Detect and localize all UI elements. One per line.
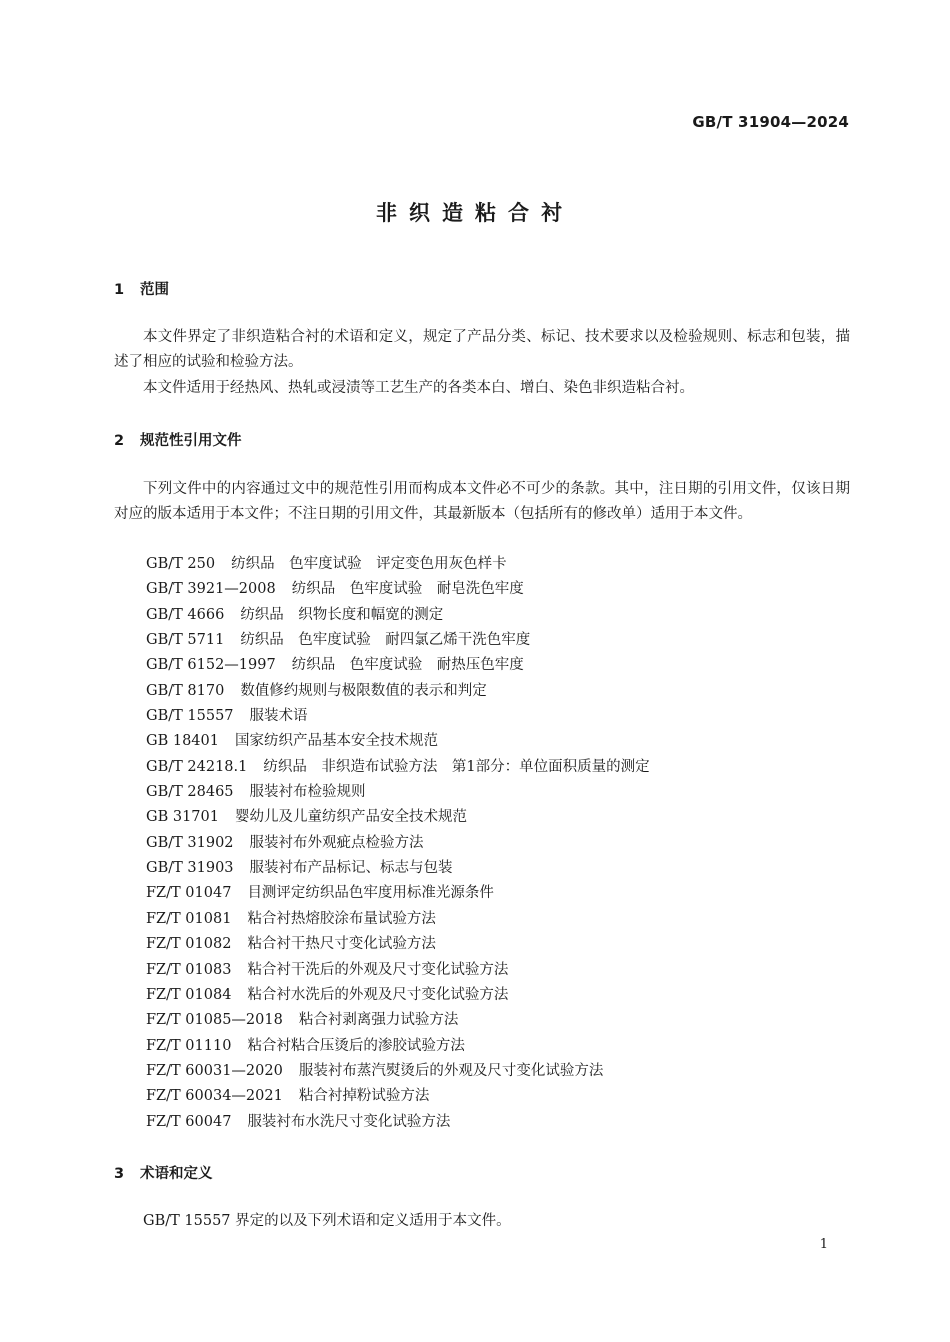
reference-title: 粘合衬粘合压烫后的渗胶试验方法 [247,1037,465,1054]
reference-title: 纺织品 织物长度和幅宽的测定 [240,606,444,623]
reference-code: FZ/T 01085—2018 [146,1012,283,1029]
reference-code: GB/T 15557 [146,708,234,725]
section-3-heading [114,1162,213,1183]
section-1-paragraph-2: 本文件适用于经热风、热轧或浸渍等工艺生产的各类本白、增白、染色非织造粘合衬。 [143,380,694,396]
reference-title: 服装衬布产品标记、标志与包装 [249,860,453,877]
reference-item [146,780,650,805]
reference-item [146,831,650,856]
reference-code: GB 31701 [146,809,219,826]
normative-references-list [146,552,650,1135]
reference-title: 服装术语 [249,708,308,725]
reference-item [146,805,650,830]
reference-title: 粘合衬剥离强力试验方法 [298,1012,459,1029]
reference-item [146,729,650,754]
reference-code: FZ/T 60047 [146,1113,232,1130]
reference-title: 纺织品 色牢度试验 耐四氯乙烯干洗色牢度 [240,632,531,649]
reference-item [146,1059,650,1084]
reference-item [146,552,650,577]
section-2-paragraph-1: 下列文件中的内容通过文中的规范性引用而构成本文件必不可少的条款。其中，注日期的引用文件，仅该日期对应的版本适用于本文件；不注日期的引用文件，其最新版本（包括所有的修改单）适用于本文件。 [114,481,850,523]
reference-code: GB/T 4666 [146,606,225,623]
document-title: 非织造粘合衬 [376,201,574,225]
reference-item [146,932,650,957]
reference-code: FZ/T 60034—2021 [146,1088,283,1105]
reference-title: 粘合衬干热尺寸变化试验方法 [247,936,436,953]
reference-code: FZ/T 01047 [146,885,232,902]
reference-code: GB/T 28465 [146,784,234,801]
reference-title: 纺织品 色牢度试验 评定变色用灰色样卡 [231,556,507,572]
reference-title: 婴幼儿及儿童纺织产品安全技术规范 [234,809,467,826]
reference-item [146,983,650,1008]
section-1-paragraph-1: 本文件界定了非织造粘合衬的术语和定义，规定了产品分类、标记、技术要求以及检验规则、标志和包装，描述了相应的试验和检验方法。 [114,329,850,371]
reference-title: 服装衬布水洗尺寸变化试验方法 [247,1113,451,1130]
reference-item [146,1034,650,1059]
section-1-number: 1 [114,282,125,298]
reference-item [146,881,650,906]
reference-item [146,856,650,881]
reference-code: GB 18401 [146,733,219,750]
reference-item [146,577,650,602]
reference-code: GB/T 5711 [146,632,225,649]
reference-item [146,653,650,678]
reference-item [146,755,650,780]
reference-title: 服装衬布外观疵点检验方法 [249,834,424,851]
reference-title: 纺织品 色牢度试验 耐皂洗色牢度 [291,581,524,598]
reference-item [146,704,650,729]
page-number: 1 [819,1237,828,1252]
section-2-number: 2 [114,433,125,449]
reference-code: GB/T 250 [146,556,216,572]
reference-item [146,679,650,704]
reference-title: 粘合衬干洗后的外观及尺寸变化试验方法 [247,961,509,978]
reference-code: GB/T 24218.1 [146,758,248,775]
section-2-heading [114,429,242,450]
section-2-title: 规范性引用文件 [140,433,242,449]
reference-code: GB/T 8170 [146,682,225,699]
reference-title: 粘合衬掉粉试验方法 [298,1088,430,1105]
section-3-number: 3 [114,1166,125,1182]
reference-title: 国家纺织产品基本安全技术规范 [234,733,438,750]
reference-code: FZ/T 60031—2020 [146,1062,283,1079]
reference-code: FZ/T 01082 [146,936,232,953]
reference-title: 纺织品 非织造布试验方法 第1部分：单位面积质量的测定 [263,758,650,775]
reference-item [146,603,650,628]
reference-code: FZ/T 01081 [146,910,232,927]
reference-code: GB/T 31902 [146,834,234,851]
reference-code: GB/T 6152—1997 [146,657,276,674]
reference-title: 服装衬布蒸汽熨烫后的外观及尺寸变化试验方法 [298,1062,604,1079]
reference-item [146,1008,650,1033]
section-1-heading [114,278,169,299]
reference-title: 服装衬布检验规则 [249,784,366,801]
reference-code: GB/T 3921—2008 [146,581,276,598]
reference-title: 目测评定纺织品色牢度用标准光源条件 [247,885,494,902]
reference-item [146,628,650,653]
reference-title: 粘合衬热熔胶涂布量试验方法 [247,910,436,927]
reference-title: 数值修约规则与极限数值的表示和判定 [240,682,487,699]
standard-code: GB/T 31904—2024 [692,113,849,131]
reference-item [146,958,650,983]
reference-code: FZ/T 01084 [146,986,232,1003]
section-1-title: 范围 [140,282,169,298]
reference-item [146,907,650,932]
reference-code: FZ/T 01083 [146,961,232,978]
reference-title: 纺织品 色牢度试验 耐热压色牢度 [291,657,524,674]
reference-title: 粘合衬水洗后的外观及尺寸变化试验方法 [247,986,509,1003]
reference-item [146,1084,650,1109]
section-3-paragraph-1: GB/T 15557 界定的以及下列术语和定义适用于本文件。 [143,1213,511,1229]
reference-code: GB/T 31903 [146,860,234,877]
reference-item [146,1110,650,1135]
section-3-title: 术语和定义 [140,1166,213,1182]
reference-code: FZ/T 01110 [146,1037,232,1054]
